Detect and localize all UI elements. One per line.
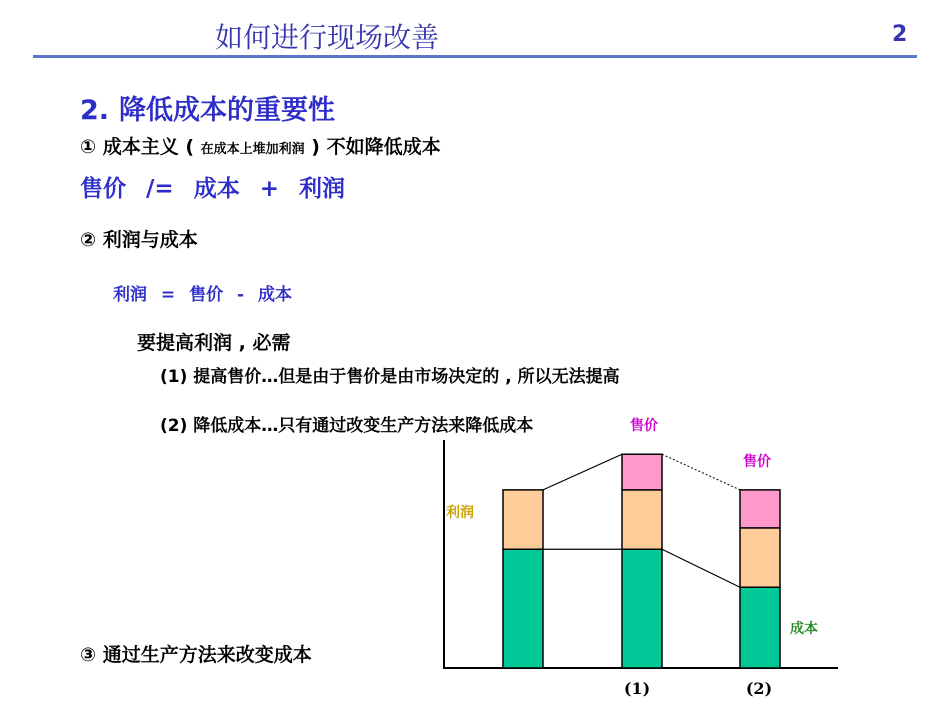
formula2-minus: -: [237, 285, 245, 305]
option-2-label: (2): [160, 416, 188, 436]
chart-label-profit: 利润: [446, 505, 474, 521]
point-1-note: 在成本上堆加利润: [200, 142, 305, 157]
point-3-marker: ③: [80, 644, 97, 666]
bar-cost-3: [740, 587, 780, 668]
point-1-text-b: ) 不如降低成本: [311, 136, 441, 158]
section-number: 2.: [80, 95, 110, 126]
option-1-text: 提高售价…但是由于售价是由市场决定的 , 所以无法提高: [193, 367, 620, 387]
formula2-cost: 成本: [258, 285, 292, 305]
point-2-text: 利润与成本: [102, 229, 198, 251]
bar-cost-2: [622, 549, 662, 668]
page-number: 2: [892, 22, 908, 47]
connector-price-rise: [543, 454, 622, 490]
point-1-text-a: 成本主义 (: [102, 136, 195, 158]
bar-cost-1: [503, 549, 543, 668]
bar-price-3: [740, 490, 780, 528]
formula-op: /=: [146, 176, 174, 202]
page-title: 如何进行现场改善: [215, 21, 440, 54]
formula-profit: 利润: [299, 176, 346, 202]
chart-category-label: (1): [623, 679, 651, 698]
point-3-text: 通过生产方法来改变成本: [102, 644, 312, 666]
formula-cost: 成本: [193, 176, 240, 202]
point-2-marker: ②: [80, 229, 97, 251]
bar-profit-1: [503, 490, 543, 549]
connector-price-level: [662, 454, 740, 490]
chart-label-price-2: 售价: [743, 454, 771, 470]
need-statement: 要提高利润 , 必需: [137, 332, 291, 354]
formula2-price: 售价: [189, 285, 224, 305]
formula2-profit: 利润: [113, 285, 147, 305]
chart-label-price-1: 售价: [630, 418, 658, 434]
option-2-text: 降低成本…只有通过改变生产方法来降低成本: [193, 416, 534, 436]
section-title: 降低成本的重要性: [119, 95, 336, 126]
formula2-eq: =: [160, 285, 176, 305]
bar-price-2: [622, 454, 662, 490]
formula-plus: +: [259, 176, 279, 202]
chart-label-cost: 成本: [790, 621, 818, 637]
bar-profit-2: [622, 490, 662, 549]
chart-category-label: (2): [745, 679, 773, 698]
connector-cost-drop: [662, 549, 740, 587]
point-1-marker: ①: [80, 136, 97, 158]
bar-profit-3: [740, 528, 780, 587]
formula-lhs: 售价: [80, 176, 126, 202]
option-1-label: (1): [160, 367, 188, 387]
